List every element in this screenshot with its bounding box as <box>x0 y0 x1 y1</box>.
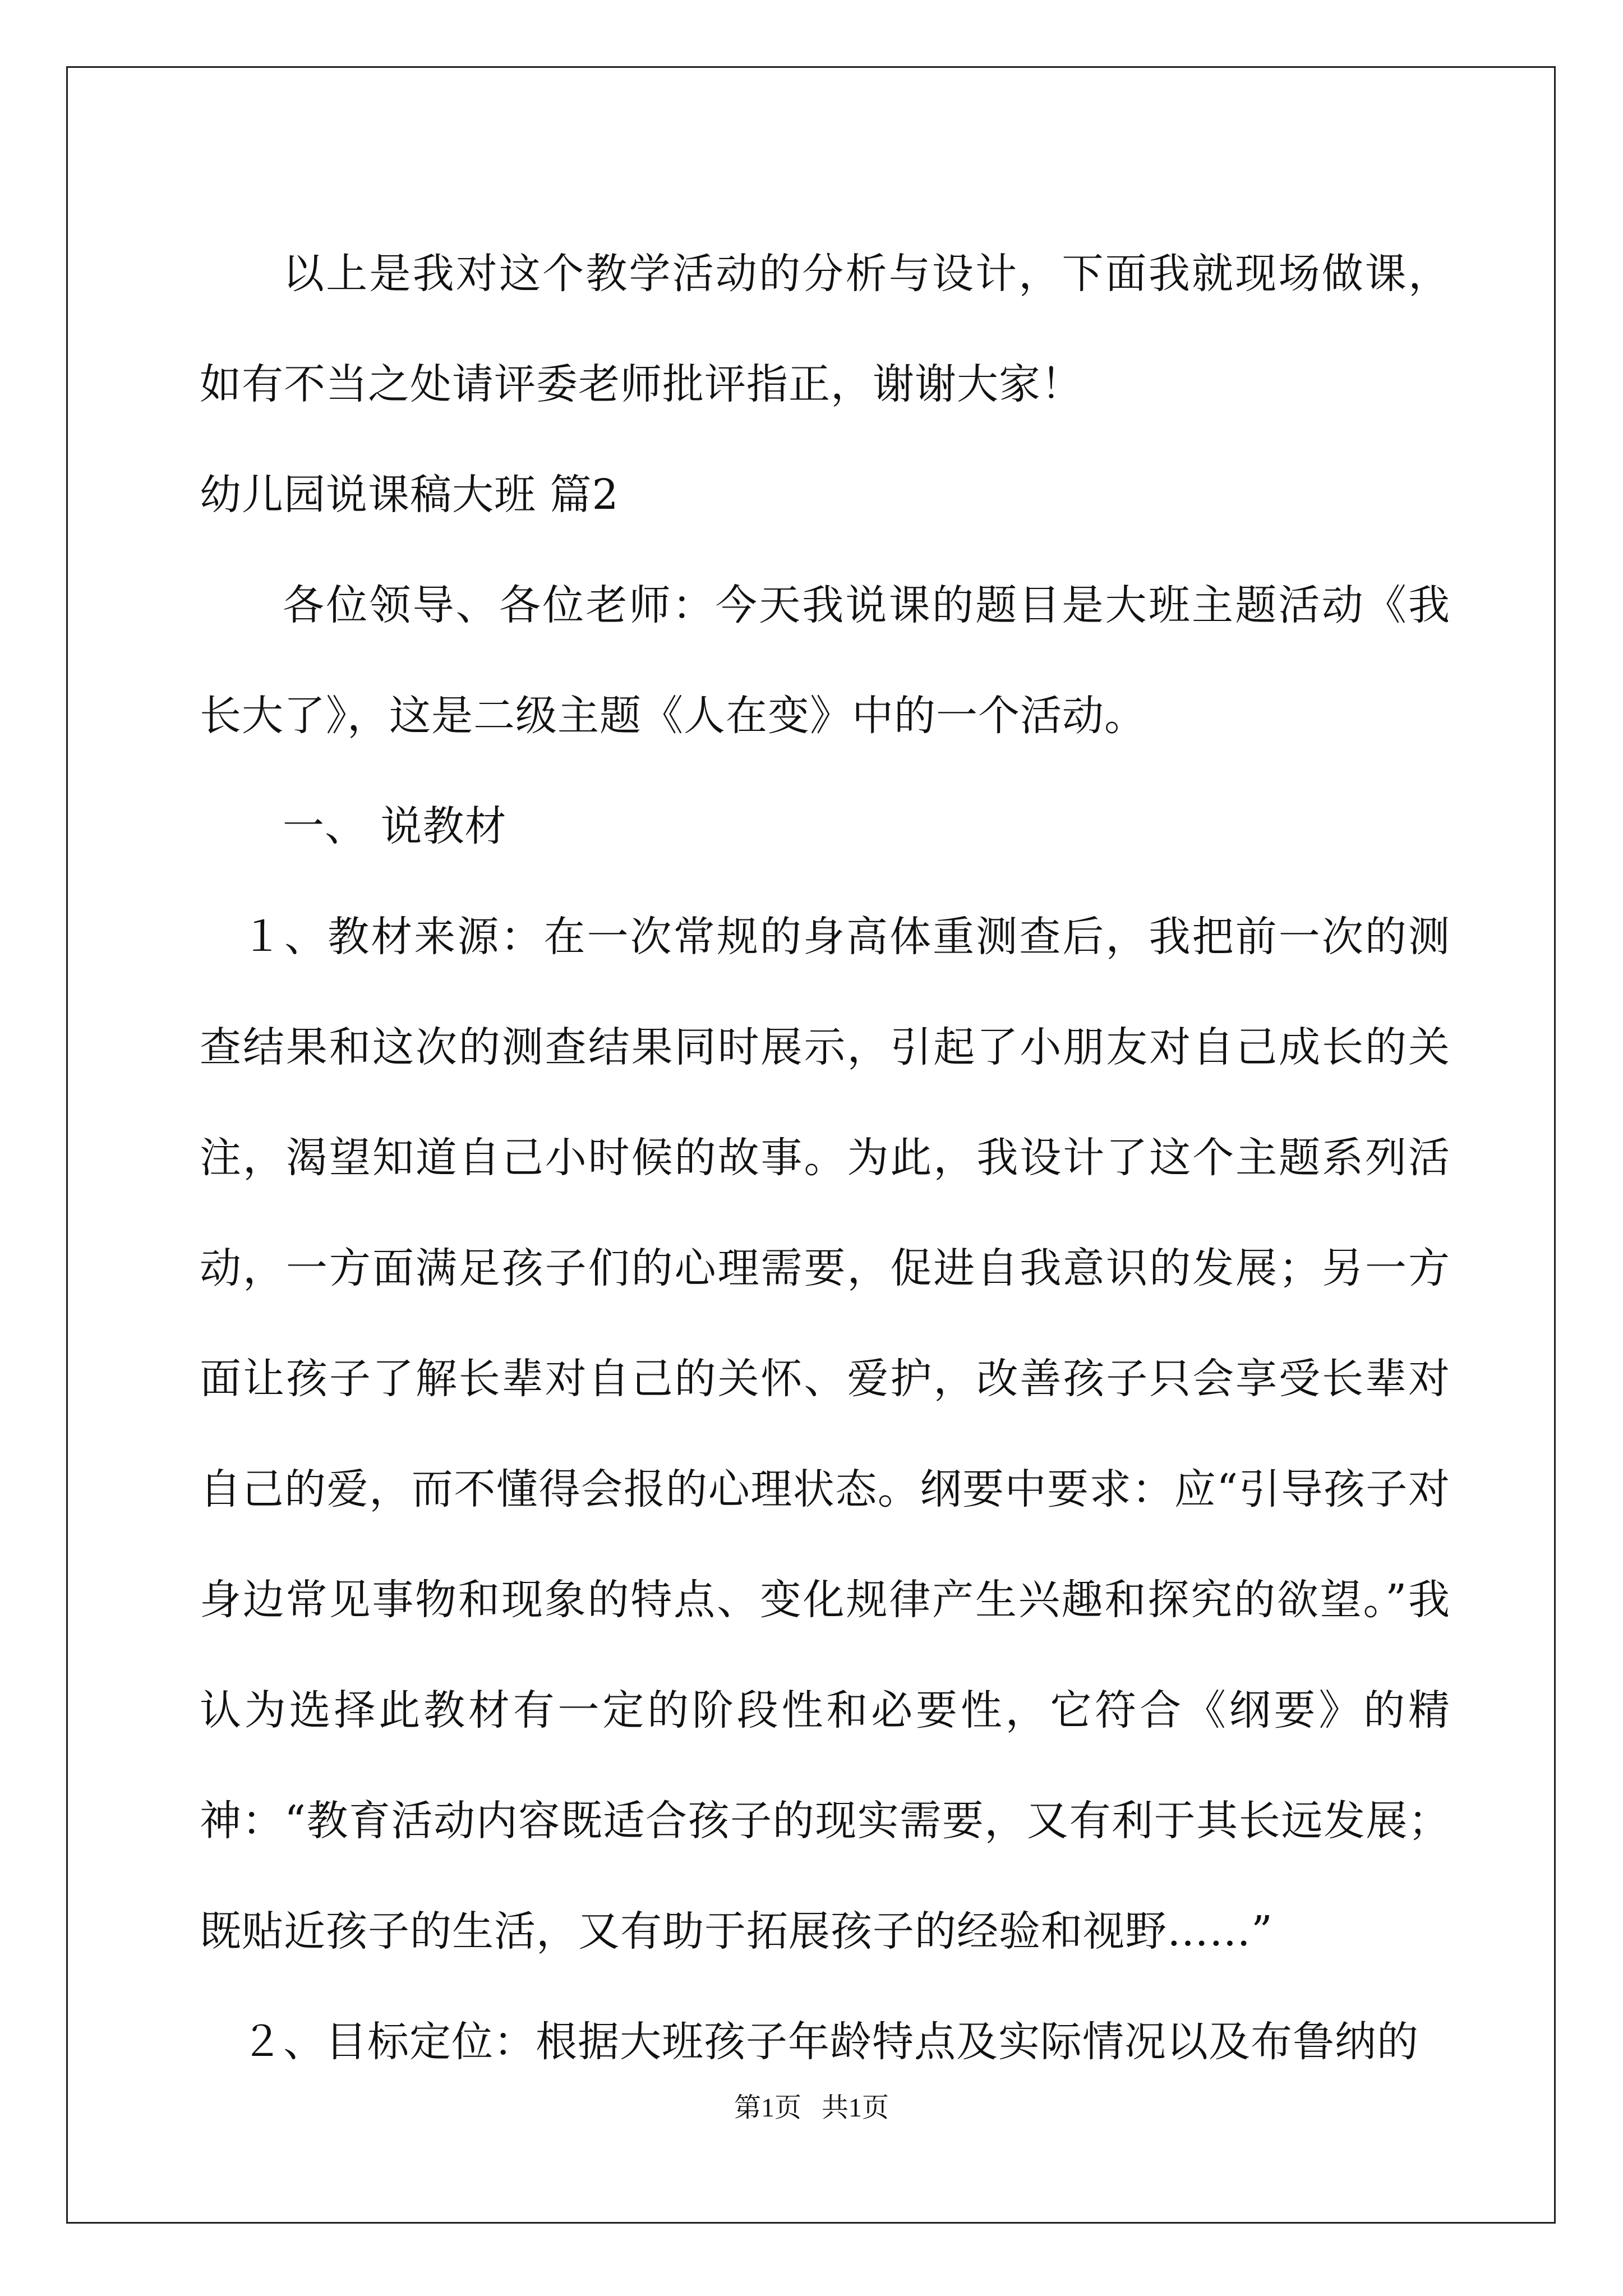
paragraph-greeting: 各位领导、各位老师：今天我说课的题目是大班主题活动《我长大了》，这是二级主题《人在变》中的一个活动。 <box>200 581 1450 740</box>
paragraph-closing: 以上是我对这个教学活动的分析与设计，下面我就现场做课，如有不当之处请评委老师批评指正，谢谢大家！ <box>200 250 1450 408</box>
document-body <box>200 219 1450 2097</box>
page-footer: 第1页 共1页 <box>734 2093 889 2123</box>
paragraph-item-1: １、教材来源：在一次常规的身高体重测查后，我把前一次的测查结果和这次的测查结果同时展示，引起了小朋友对自己成长的关注，渴望知道自己小时候的故事。为此，我设计了这个主题系列活动，一方面满足孩子们的心理需要，促进自我意识的发展；另一方面让孩子了解长辈对自己的关怀、爱护，改善孩子只会享受长辈对自己的爱，而不懂得会报的心理状态。纲要中要求：应“引导孩子对身边常见事物和现象的特点、变化规律产生兴趣和探究的欲望。”我认为选择此教材有一定的阶段性和必要性，它符合《纲要》的精神：“教育活动内容既适合孩子的现实需要，又有利于其长远发展；既贴近孩子的生活，又有助于拓展孩子的经验和视野……” <box>200 913 1450 1955</box>
section-heading-1: 一、 说教材 <box>283 802 507 850</box>
section-title: 幼儿园说课稿大班 篇2 <box>200 471 619 519</box>
paragraph-item-2: ２、目标定位：根据大班孩子年龄特点及实际情况以及布鲁纳的 <box>241 2018 1419 2066</box>
